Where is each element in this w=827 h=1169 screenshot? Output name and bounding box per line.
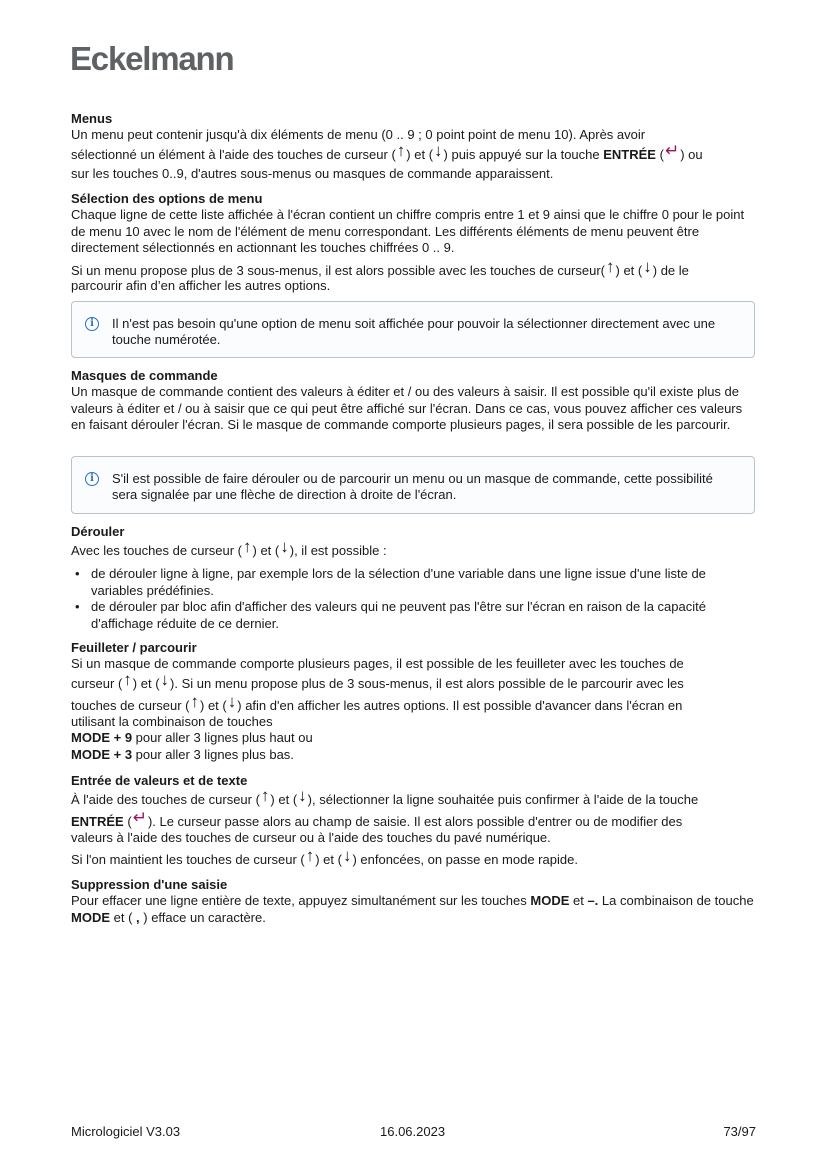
text: ) afin d'en afficher les autres options. Il est possible d'avancer dans l'écran en [237,697,683,713]
text: Pour effacer une ligne entière de texte, appuyez simultanément sur les touches [71,893,531,909]
note-text: Il n'est pas besoin qu'une option de menu soit affichée pour pouvoir la sélectionner directement avec une touche numérotée. [112,316,716,348]
text: ) efface un caractère. [139,909,266,925]
info-icon: i [85,317,99,331]
text: ) et ( [315,851,342,867]
text: ), il est possible : [289,543,387,559]
text: À l'aide des touches de curseur ( [71,792,260,808]
list-item: • de dérouler ligne à ligne, par exemple lors de la sélection d'une variable dans une ligne issue d'une liste de variables prédéfinies. [85,566,759,599]
key-label: ENTRÉE [71,814,124,830]
text: ) et ( [252,543,280,559]
text: touches de curseur ( [71,697,190,713]
arrow-down-icon: ↓ [434,140,443,160]
text: pour aller 3 lignes plus bas. [132,746,294,762]
info-note [71,456,755,514]
section-feuilleter [71,640,759,763]
text: utilisant la combinaison de touches [71,713,273,729]
key-combo: MODE + 3 [71,746,133,762]
info-icon: i [85,472,99,486]
heading: Menus [71,111,113,126]
enter-key-icon: ↵ [132,808,147,828]
info-note [71,301,755,358]
heading: Masques de commande [71,368,218,383]
arrow-down-icon: ↓ [342,845,352,865]
footer-product: Micrologiciel V3.03 [71,1124,181,1139]
footer-date: 16.06.2023 [380,1124,446,1139]
arrow-up-icon: ↑ [243,537,252,557]
section-derouler [71,524,759,632]
text: sur les touches 0..9, d'autres sous-menus ou masques de commande apparaissent. [71,165,554,181]
text: et [569,893,588,909]
text: parcourir afin d’en afficher les autres options. [71,277,331,293]
heading: Entrée de valeurs et de texte [71,773,248,788]
arrow-down-icon: ↓ [280,537,289,557]
section-selection [71,191,759,294]
key-label: , [136,909,140,925]
heading: Feuilleter / parcourir [71,640,197,655]
key-combo: MODE + 9 [71,730,133,746]
text: ) et ( [406,146,434,162]
section-menus [71,111,759,182]
text: ) et ( [270,792,298,808]
text: ), sélectionner la ligne souhaitée puis confirmer à l'aide de la touche [307,792,699,808]
arrow-down-icon: ↓ [227,691,237,711]
text: sélectionné un élément à l'aide des touches de curseur ( [71,146,396,162]
section-masques [71,368,759,434]
text: ) ou [680,146,703,162]
text: ( [655,146,664,162]
text: ) de le [652,262,689,278]
key-label: ENTRÉE [603,146,656,162]
list-item: • de dérouler par bloc afin d'afficher des valeurs qui ne peuvent pas l'être sur l'écran en raison de la capacité d'affichage réduite de ce dernier. [85,599,759,632]
logo: Eckelmann [70,40,234,77]
text: ). Le curseur passe alors au champ de saisie. Il est alors possible d'entrer ou de modifier des [147,814,683,830]
arrow-down-icon: ↓ [160,669,170,689]
text: ) puis appuyé sur la touche [443,146,604,162]
key-label: MODE [71,909,110,925]
text: ) et ( [200,697,227,713]
text: Un masque de commande contient des valeurs à éditer et / ou des valeurs à saisir. Il est possible qu'il existe plus de valeurs à éditer et / ou à saisir que ce qui peut être affiché sur l'écran. Dans ce cas, vous pouvez afficher ces valeurs en faisant dérouler l'écran. Si le masque de commande comporte plusieurs pages, il sera possible de les parcourir. [71,384,743,433]
text: Un menu peut contenir jusqu'à dix éléments de menu (0 .. 9 ; 0 point point de menu 10). Après avoir [71,127,646,143]
text: pour aller 3 lignes plus haut ou [132,730,313,746]
bullet-list [71,566,759,632]
text: ) et ( [132,675,160,691]
text: valeurs à l'aide des touches de curseur ou à l'aide des touches du pavé numérique. [71,830,551,846]
text: ) enfoncées, on passe en mode rapide. [352,851,578,867]
arrow-down-icon: ↓ [298,786,307,806]
text: Si l'on maintient les touches de curseur ( [71,851,305,867]
key-label: –. [587,893,599,909]
text: La combinaison de touche [598,893,754,909]
arrow-up-icon: ↑ [123,669,132,689]
section-suppression [71,877,759,926]
text: ( [123,814,132,830]
arrow-up-icon: ↑ [606,256,615,276]
text: curseur ( [71,675,123,691]
text: Avec les touches de curseur ( [71,543,243,559]
heading: Suppression d'une saisie [71,877,228,892]
footer-page-number: 73/97 [723,1124,756,1139]
heading: Dérouler [71,524,125,539]
heading: Sélection des options de menu [71,191,263,206]
text: ). Si un menu propose plus de 3 sous-menus, il est alors possible de le parcourir avec les [170,675,684,691]
arrow-up-icon: ↑ [396,140,406,160]
note-text: S'il est possible de faire dérouler ou de parcourir un menu ou un masque de commande, cette possibilité sera signalée par une flèche de direction à droite de l'écran. [112,471,713,503]
text: Si un menu propose plus de 3 sous-menus, il est alors possible avec les touches de curseur( [71,262,606,278]
section-entree [71,773,759,871]
key-label: MODE [530,893,570,909]
arrow-down-icon: ↓ [643,256,652,276]
enter-key-icon: ↵ [664,140,680,160]
arrow-up-icon: ↑ [190,691,200,711]
text: et ( [110,909,137,925]
text: Si un masque de commande comporte plusieurs pages, il est possible de les feuilleter avec les touches de [71,656,684,672]
arrow-up-icon: ↑ [260,786,270,806]
text: ) et ( [615,262,643,278]
arrow-up-icon: ↑ [305,845,315,865]
text: Chaque ligne de cette liste affichée à l'écran contient un chiffre compris entre 1 et 9 ainsi que le chiffre 0 pour le point de menu 10 avec le nom de l'élément de menu correspondant. Les différents éléments de menu peuvent être directement sélectionnés en actionnant les touches chiffrées 0 .. 9. [71,207,745,256]
